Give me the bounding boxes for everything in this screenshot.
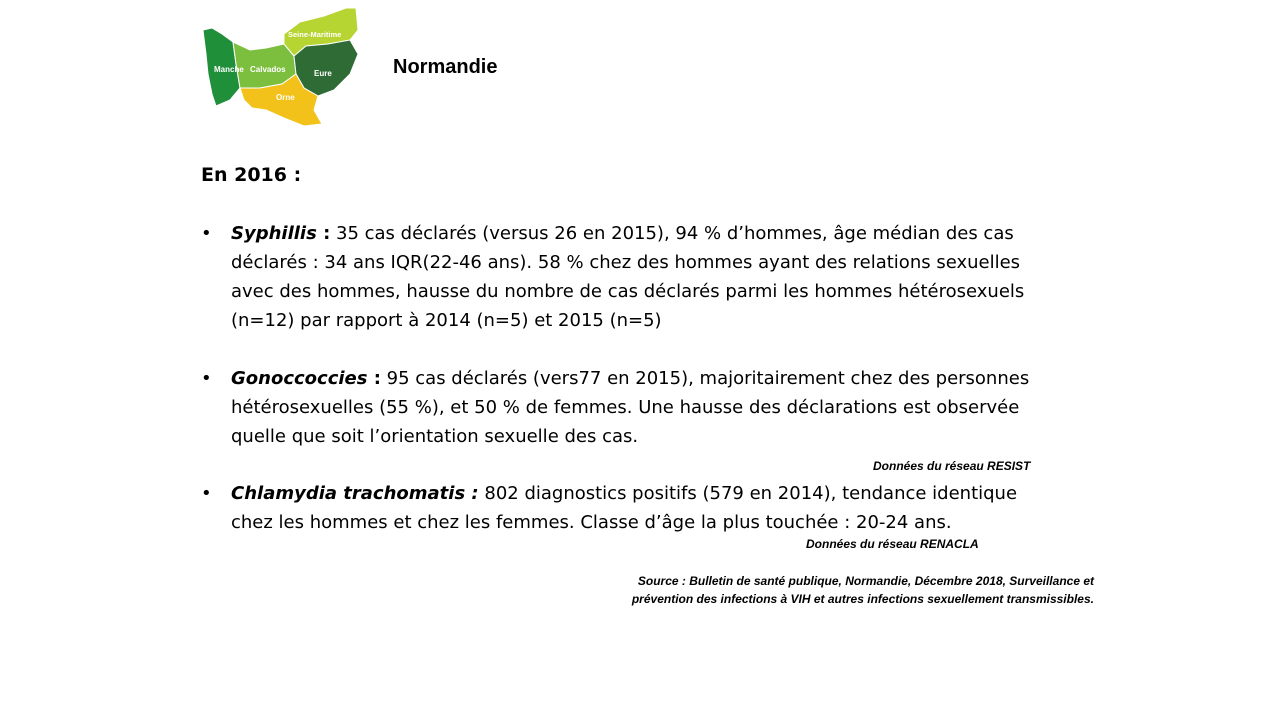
bullet-line: quelle que soit l’orientation sexuelle des cas.: [231, 426, 639, 447]
bullet-term: Syphillis: [231, 223, 317, 244]
bullet-separator: :: [316, 223, 331, 244]
bullet-line: [231, 479, 1091, 508]
bullet-term: Chlamydia trachomatis :: [231, 483, 479, 504]
bullet-syphilis: [201, 219, 1101, 335]
bullet-gonococcies: [201, 364, 1101, 451]
map-label-orne: Orne: [276, 93, 295, 102]
bullet-line: hétérosexuelles (55 %), et 50 % de femmes. Une hausse des déclarations est observée: [231, 397, 1020, 418]
bullet-separator: :: [367, 368, 381, 389]
bullet-symbol: •: [201, 368, 212, 389]
source-line: prévention des infections à VIH et autres infections sexuellement transmissibles.: [631, 592, 1094, 606]
source-citation: [632, 572, 1094, 608]
map-label-calvados: Calvados: [250, 65, 286, 74]
bullet-line-text: 95 cas déclarés (vers77 en 2015), majoritairement chez des personnes: [380, 368, 1030, 389]
bullet-line: [231, 364, 1091, 393]
bullet-line-text: 35 cas déclarés (versus 26 en 2015), 94 % d’hommes, âge médian des cas: [330, 223, 1014, 244]
year-heading: En 2016 :: [201, 164, 302, 186]
bullet-symbol: •: [201, 483, 212, 504]
bullet-line: [231, 219, 1091, 248]
bullet-text: [231, 479, 1091, 537]
bullet-text: [231, 364, 1091, 451]
network-note-resist: Données du réseau RESIST: [873, 459, 1031, 473]
bullet-line: avec des hommes, hausse du nombre de cas déclarés parmi les hommes hétérosexuels: [231, 281, 1025, 302]
map-label-seine-maritime: Seine-Maritime: [288, 30, 342, 39]
bullet-chlamydia: [201, 479, 1101, 537]
bullet-line: déclarés : 34 ans IQR(22-46 ans). 58 % chez des hommes ayant des relations sexuelles: [231, 252, 1021, 273]
bullet-line: chez les hommes et chez les femmes. Classe d’âge la plus touchée : 20-24 ans.: [231, 512, 952, 533]
normandie-map: [200, 4, 360, 128]
source-line: Source : Bulletin de santé publique, Normandie, Décembre 2018, Surveillance et: [637, 574, 1094, 588]
map-label-manche: Manche: [214, 65, 244, 74]
bullet-line-text: 802 diagnostics positifs (579 en 2014), tendance identique: [478, 483, 1018, 504]
network-note-renacla: Données du réseau RENACLA: [806, 537, 979, 551]
map-label-eure: Eure: [314, 69, 332, 78]
bullet-symbol: •: [201, 223, 212, 244]
region-title: Normandie: [393, 56, 498, 78]
bullet-term: Gonoccoccies: [231, 368, 368, 389]
bullet-text: [231, 219, 1091, 335]
bullet-line: (n=12) par rapport à 2014 (n=5) et 2015 (n=5): [231, 310, 662, 331]
